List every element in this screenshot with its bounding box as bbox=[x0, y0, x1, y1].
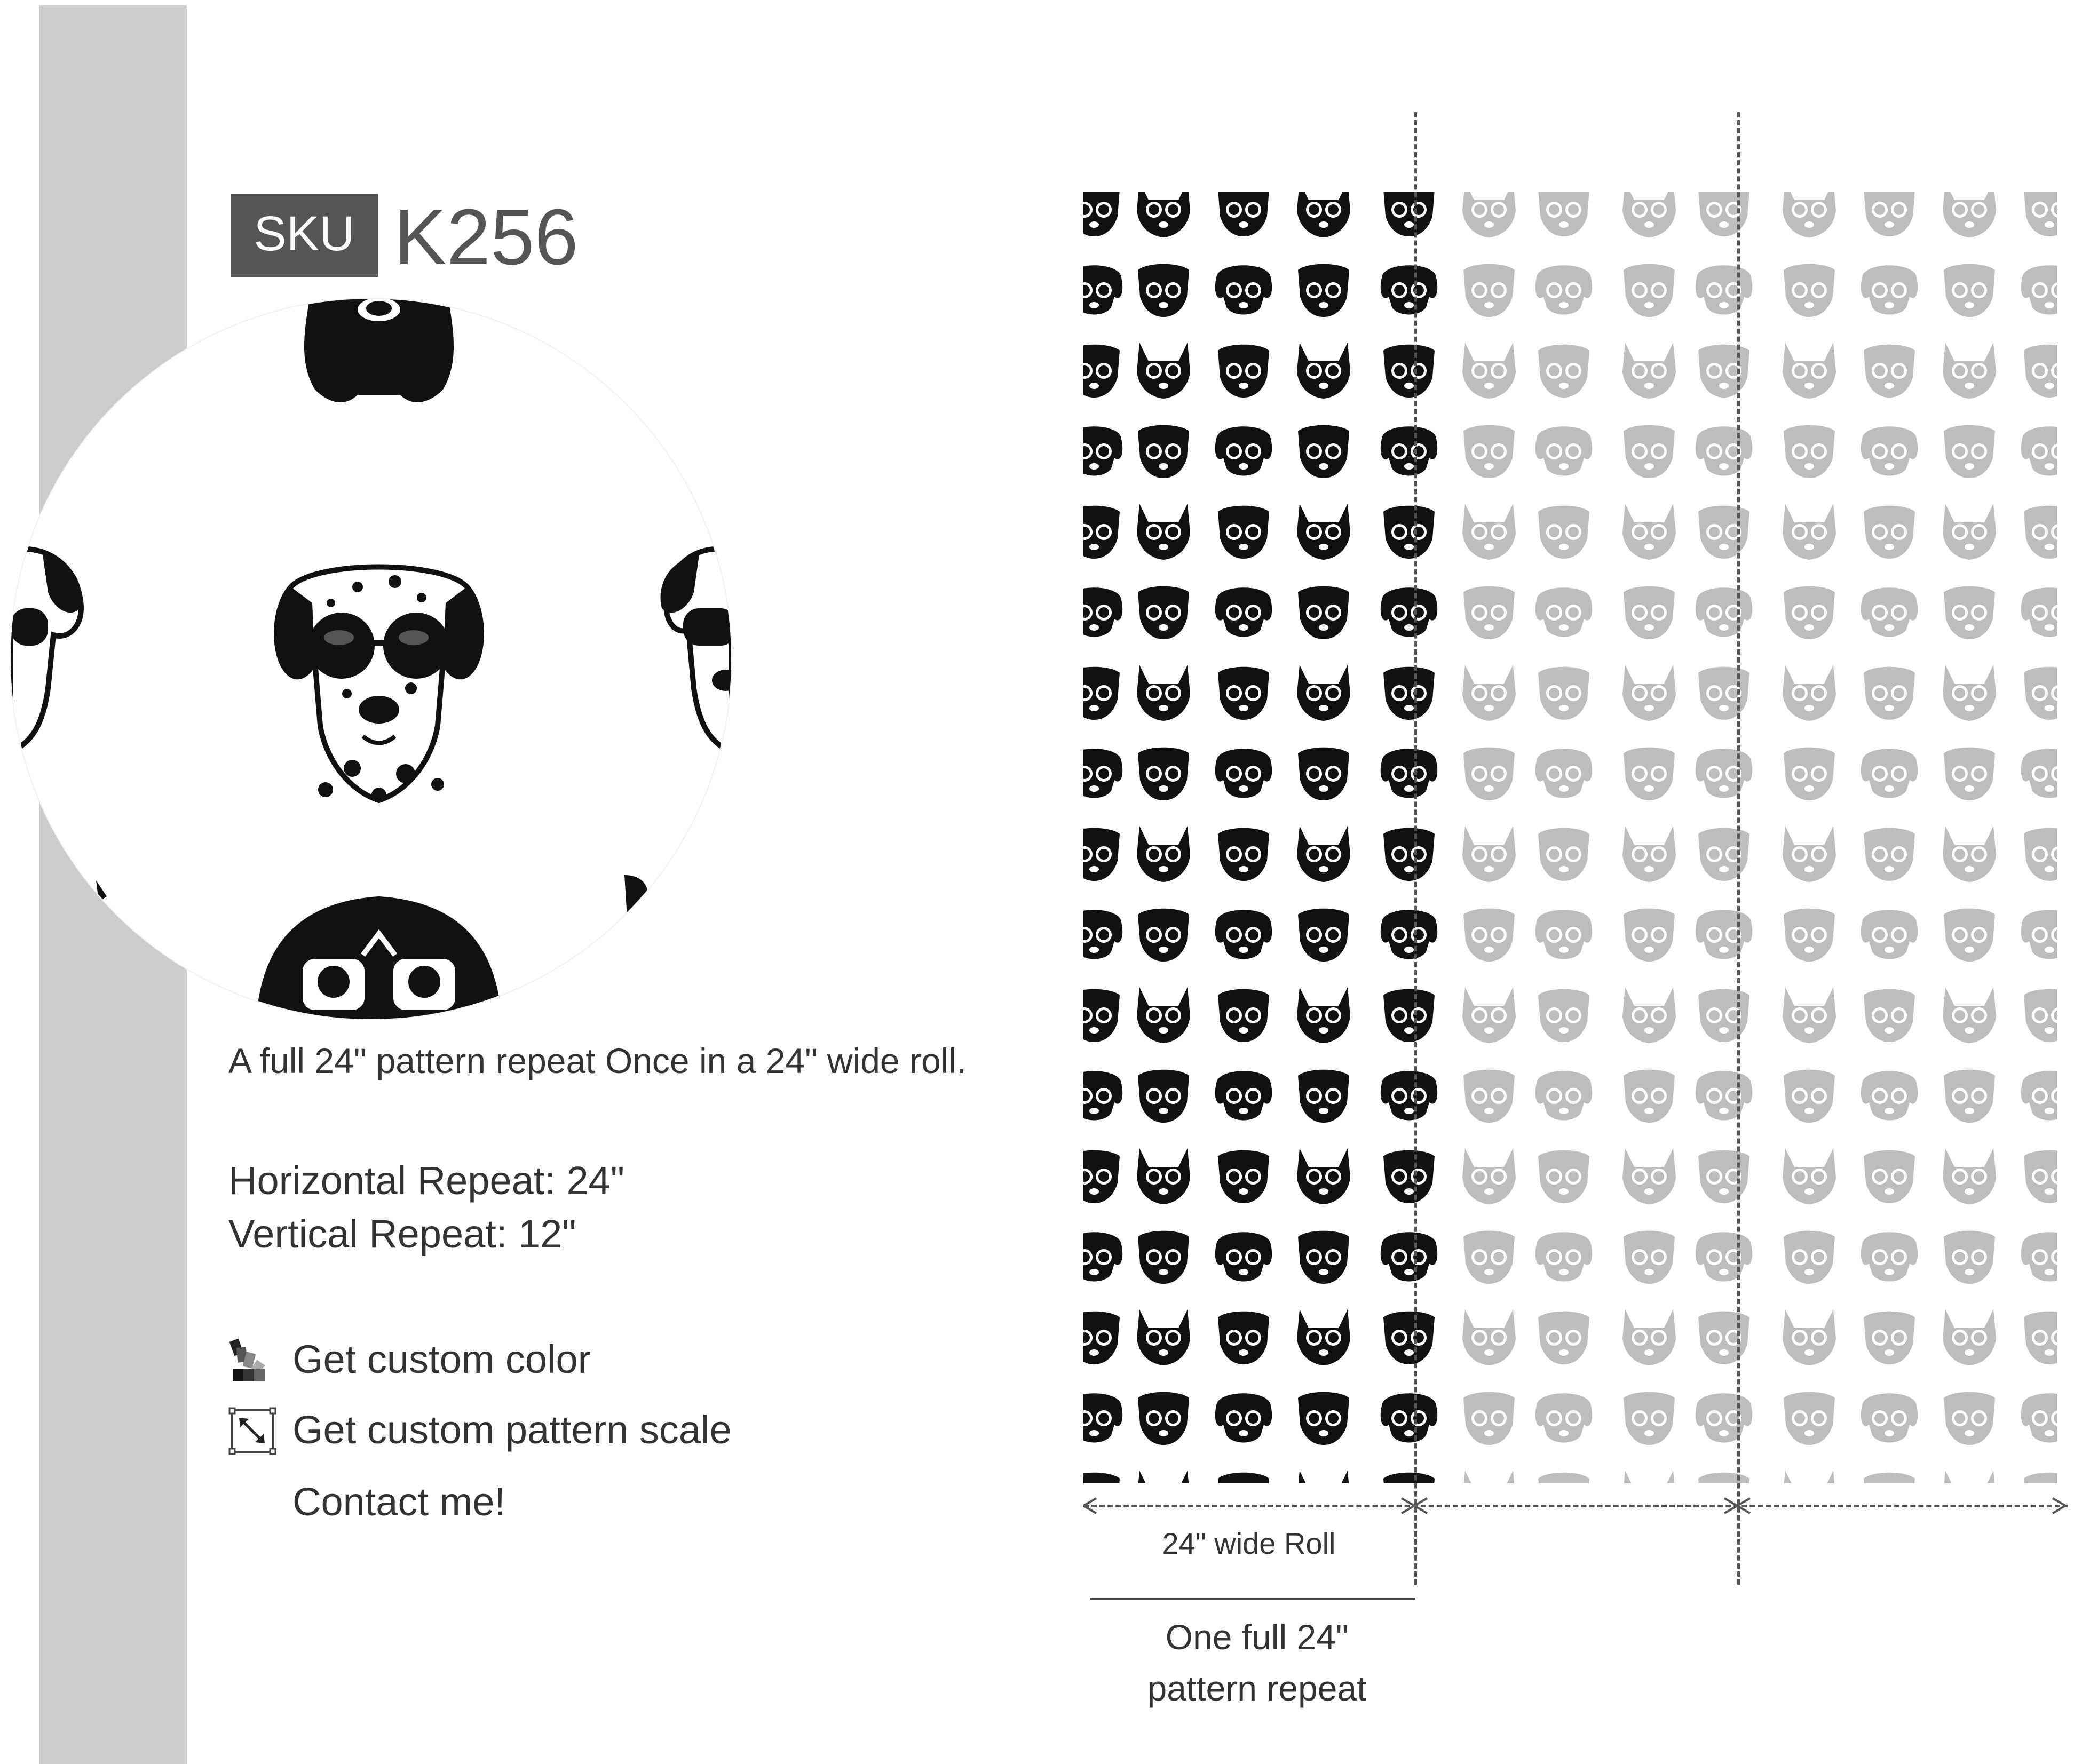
dog-face-icon bbox=[1383, 192, 1435, 236]
dog-face-icon bbox=[1622, 1471, 1676, 1483]
dog-face-icon bbox=[1215, 749, 1272, 798]
dog-face-icon bbox=[1622, 192, 1676, 237]
dog-face-icon bbox=[1297, 665, 1350, 721]
dog-face-icon bbox=[1538, 506, 1589, 559]
sku-underline bbox=[231, 273, 378, 276]
dog-face-icon bbox=[1698, 1312, 1749, 1364]
dog-face-icon bbox=[1696, 1393, 1752, 1442]
dog-face-icon bbox=[1462, 987, 1516, 1043]
dog-face-icon bbox=[1381, 749, 1437, 798]
dog-face-icon bbox=[1218, 1150, 1269, 1203]
horizontal-repeat: Horizontal Repeat: 24" bbox=[228, 1158, 625, 1203]
dog-face-icon bbox=[1297, 1309, 1350, 1365]
dog-face-icon bbox=[1783, 1471, 1836, 1483]
dog-face-icon bbox=[1624, 1392, 1675, 1445]
dog-face-icon bbox=[1864, 989, 1915, 1042]
dog-face-icon bbox=[1535, 910, 1592, 959]
dog-face-icon bbox=[1083, 667, 1120, 720]
dog-face-icon bbox=[1215, 265, 1272, 314]
dog-face-icon bbox=[1943, 665, 1996, 721]
dog-face-icon bbox=[1943, 192, 1996, 237]
dog-face-icon bbox=[1138, 1070, 1189, 1123]
dog-face-icon bbox=[1462, 826, 1516, 882]
dog-face-icon bbox=[1944, 425, 1995, 478]
dog-face-icon bbox=[1698, 1473, 1749, 1483]
dog-face-icon bbox=[1943, 1471, 1996, 1483]
dog-face-icon bbox=[1297, 343, 1350, 399]
dog-face-icon bbox=[1381, 1393, 1437, 1442]
dog-face-icon bbox=[1298, 264, 1349, 317]
dog-face-icon bbox=[1783, 343, 1836, 399]
dimension-arrows bbox=[1073, 1494, 2076, 1517]
dog-face-icon bbox=[1137, 1309, 1190, 1365]
dog-face-icon bbox=[1784, 1392, 1835, 1445]
dog-face-icon bbox=[1215, 1393, 1272, 1442]
dog-face-icon bbox=[1624, 264, 1675, 317]
dog-face-icon bbox=[1463, 264, 1515, 317]
dog-face-icon bbox=[1783, 504, 1836, 560]
dog-face-icon bbox=[1215, 910, 1272, 959]
dog-face-icon bbox=[1462, 1309, 1516, 1365]
dog-face-icon bbox=[1622, 1148, 1676, 1204]
dog-face-icon bbox=[2024, 192, 2057, 236]
dog-face-icon bbox=[1462, 1471, 1516, 1483]
dog-face-icon bbox=[1383, 667, 1435, 720]
dog-face-icon bbox=[2024, 1150, 2057, 1203]
dog-face-icon bbox=[1624, 1231, 1675, 1284]
dog-face-icon bbox=[1462, 504, 1516, 560]
repeat-note: A full 24" pattern repeat Once in a 24" wide roll. bbox=[228, 1041, 967, 1080]
dog-face-icon bbox=[1864, 345, 1915, 398]
dog-face-icon bbox=[2021, 1071, 2057, 1120]
dog-face-icon bbox=[2024, 1312, 2057, 1364]
dog-face-icon bbox=[1784, 1231, 1835, 1284]
dog-face-icon bbox=[1535, 1071, 1592, 1120]
dog-face-icon bbox=[1783, 826, 1836, 882]
dog-face-icon bbox=[1944, 1392, 1995, 1445]
dog-face-icon bbox=[2024, 1473, 2057, 1483]
dog-face-icon bbox=[1381, 1232, 1437, 1281]
dog-face-icon bbox=[1083, 265, 1122, 314]
dog-face-icon bbox=[1383, 1473, 1435, 1483]
dog-face-icon bbox=[1538, 192, 1589, 236]
dog-face-icon bbox=[1083, 426, 1122, 475]
dog-face-icon bbox=[1083, 1232, 1122, 1281]
dog-face-icon bbox=[1138, 586, 1189, 639]
sku-code: K256 bbox=[394, 193, 579, 281]
dog-face-icon bbox=[1698, 667, 1749, 720]
dog-face-icon bbox=[1861, 265, 1918, 314]
dog-face-icon bbox=[1381, 426, 1437, 475]
dog-face-icon bbox=[1138, 909, 1189, 962]
dog-face-icon bbox=[1137, 826, 1190, 882]
dog-face-icon bbox=[1297, 504, 1350, 560]
dog-face-icon bbox=[1535, 426, 1592, 475]
dog-face-icon bbox=[1861, 910, 1918, 959]
dog-face-icon bbox=[1462, 343, 1516, 399]
dog-face-icon bbox=[1463, 1070, 1515, 1123]
dog-face-icon bbox=[1138, 1392, 1189, 1445]
dog-face-icon bbox=[1943, 826, 1996, 882]
dog-face-icon bbox=[1383, 345, 1435, 398]
roll-edge-line-2 bbox=[1737, 112, 1740, 1585]
roll-width-label: 24" wide Roll bbox=[1162, 1527, 1336, 1560]
dog-face-icon bbox=[1383, 989, 1435, 1042]
dog-face-icon bbox=[1538, 828, 1589, 881]
dog-face-icon bbox=[1083, 1150, 1120, 1203]
dog-face-icon bbox=[1298, 748, 1349, 800]
dog-face-icon bbox=[1083, 989, 1120, 1042]
dog-face-icon bbox=[1783, 665, 1836, 721]
dog-face-icon bbox=[1463, 1392, 1515, 1445]
dog-face-icon bbox=[1944, 909, 1995, 962]
dog-face-icon bbox=[1138, 1231, 1189, 1284]
dog-face-icon bbox=[1218, 345, 1269, 398]
color-swatch-icon bbox=[228, 1337, 276, 1385]
dog-face-icon bbox=[1138, 425, 1189, 478]
dog-face-icon bbox=[1083, 749, 1122, 798]
dog-face-icon bbox=[2021, 1232, 2057, 1281]
dog-face-icon bbox=[1943, 1148, 1996, 1204]
dog-face-icon bbox=[1943, 987, 1996, 1043]
dog-face-icon bbox=[1215, 1232, 1272, 1281]
sku-badge: SKU bbox=[231, 194, 378, 277]
dog-face-icon bbox=[1083, 910, 1122, 959]
dog-face-icon bbox=[1298, 586, 1349, 639]
custom-scale-link[interactable]: Get custom pattern scale bbox=[292, 1408, 732, 1452]
dog-face-icon bbox=[1944, 1070, 1995, 1123]
dog-face-icon bbox=[1538, 1150, 1589, 1203]
dog-face-icon bbox=[1535, 1393, 1592, 1442]
dog-face-icon bbox=[2024, 828, 2057, 881]
dog-face-icon bbox=[1861, 1232, 1918, 1281]
dog-face-icon bbox=[1218, 989, 1269, 1042]
resize-icon bbox=[228, 1407, 276, 1455]
dog-face-icon bbox=[1215, 1071, 1272, 1120]
dog-face-icon bbox=[1622, 665, 1676, 721]
dog-face-icon bbox=[1864, 667, 1915, 720]
dog-face-icon bbox=[1083, 1312, 1120, 1364]
dog-face-icon bbox=[1944, 586, 1995, 639]
dog-face-icon bbox=[1944, 748, 1995, 800]
dog-face-icon bbox=[1218, 828, 1269, 881]
dog-face-icon bbox=[1538, 345, 1589, 398]
dog-face-icon bbox=[1624, 748, 1675, 800]
contact-link[interactable]: Contact me! bbox=[292, 1480, 505, 1524]
dog-face-icon bbox=[1538, 1312, 1589, 1364]
dog-face-icon bbox=[1784, 586, 1835, 639]
dog-face-icon bbox=[1083, 345, 1120, 398]
dog-face-icon bbox=[1298, 1070, 1349, 1123]
zoomed-dog-pattern bbox=[11, 299, 731, 1019]
dog-face-icon bbox=[1215, 426, 1272, 475]
dog-face-icon bbox=[1622, 343, 1676, 399]
repeat-label-line-1: One full 24" bbox=[1165, 1617, 1349, 1657]
dog-face-icon bbox=[1864, 828, 1915, 881]
dog-face-icon bbox=[1138, 748, 1189, 800]
dog-face-icon bbox=[1218, 1312, 1269, 1364]
dog-face-icon bbox=[1784, 1070, 1835, 1123]
dog-face-icon bbox=[1298, 425, 1349, 478]
dog-face-icon bbox=[1083, 1393, 1122, 1442]
dog-face-icon bbox=[1381, 587, 1437, 637]
pattern-repeat-diagram bbox=[1083, 192, 2057, 1483]
dog-face-icon bbox=[1463, 1231, 1515, 1284]
pattern-swatch-circle bbox=[11, 299, 731, 1019]
repeat-width-line bbox=[1090, 1598, 1415, 1600]
dog-face-icon bbox=[1383, 1312, 1435, 1364]
dog-face-icon bbox=[1944, 264, 1995, 317]
dog-face-icon bbox=[1861, 426, 1918, 475]
dog-face-icon bbox=[1696, 910, 1752, 959]
dog-face-icon bbox=[1864, 1312, 1915, 1364]
dog-face-icon bbox=[1943, 1309, 1996, 1365]
dog-face-icon bbox=[1083, 828, 1120, 881]
dog-face-icon bbox=[1538, 989, 1589, 1042]
dog-face-icon bbox=[1535, 587, 1592, 637]
dog-face-icon bbox=[1298, 909, 1349, 962]
dog-face-icon bbox=[1462, 192, 1516, 237]
dog-face-icon bbox=[1535, 1232, 1592, 1281]
dog-face-icon bbox=[1698, 192, 1749, 236]
dog-face-icon bbox=[1622, 987, 1676, 1043]
dog-face-icon bbox=[1943, 343, 1996, 399]
dog-face-icon bbox=[1083, 1473, 1120, 1483]
dog-face-icon bbox=[2024, 667, 2057, 720]
dog-face-icon bbox=[1624, 586, 1675, 639]
dog-face-icon bbox=[1297, 987, 1350, 1043]
dog-face-icon bbox=[1383, 506, 1435, 559]
dog-face-icon bbox=[1784, 909, 1835, 962]
dog-face-icon bbox=[1137, 1148, 1190, 1204]
dog-face-icon bbox=[1463, 586, 1515, 639]
dog-face-icon bbox=[1861, 1071, 1918, 1120]
repeat-label-line-2: pattern repeat bbox=[1147, 1668, 1367, 1708]
dog-face-icon bbox=[1784, 425, 1835, 478]
dog-face-icon bbox=[1696, 426, 1752, 475]
dog-face-icon bbox=[1137, 343, 1190, 399]
dog-face-icon bbox=[1137, 504, 1190, 560]
dog-face-icon bbox=[1297, 1148, 1350, 1204]
dog-face-icon bbox=[1083, 506, 1120, 559]
dog-face-icon bbox=[1138, 264, 1189, 317]
dog-face-icon bbox=[1083, 1071, 1122, 1120]
dog-face-icon bbox=[1624, 909, 1675, 962]
dog-face-icon bbox=[1861, 587, 1918, 637]
dog-face-icon bbox=[2021, 910, 2057, 959]
dog-face-icon bbox=[1215, 587, 1272, 637]
dog-face-icon bbox=[1462, 665, 1516, 721]
dog-face-icon bbox=[1083, 587, 1122, 637]
dog-face-icon bbox=[1218, 667, 1269, 720]
dog-face-icon bbox=[2024, 506, 2057, 559]
dog-face-icon bbox=[1137, 1471, 1190, 1483]
dog-face-icon bbox=[1622, 826, 1676, 882]
dog-face-icon bbox=[1696, 587, 1752, 637]
dog-face-icon bbox=[1783, 1148, 1836, 1204]
dog-face-icon bbox=[1698, 506, 1749, 559]
dog-face-icon bbox=[1383, 1150, 1435, 1203]
dog-face-icon bbox=[1083, 192, 1120, 236]
repeat-label bbox=[1083, 1611, 1430, 1714]
dog-face-icon bbox=[1864, 192, 1915, 236]
custom-color-link[interactable]: Get custom color bbox=[292, 1337, 591, 1381]
roll-edge-line-1 bbox=[1414, 112, 1417, 1585]
dog-face-icon bbox=[1298, 1392, 1349, 1445]
dog-face-icon bbox=[1698, 828, 1749, 881]
dog-face-icon bbox=[2024, 345, 2057, 398]
dog-face-icon bbox=[1783, 192, 1836, 237]
dog-face-icon bbox=[2024, 989, 2057, 1042]
dog-face-icon bbox=[1624, 1070, 1675, 1123]
dog-face-icon bbox=[1462, 1148, 1516, 1204]
dog-face-icon bbox=[1696, 749, 1752, 798]
dog-face-icon bbox=[1696, 265, 1752, 314]
dog-face-icon bbox=[1698, 345, 1749, 398]
dog-face-icon bbox=[1535, 265, 1592, 314]
dog-face-icon bbox=[1622, 1309, 1676, 1365]
dog-face-icon bbox=[1463, 748, 1515, 800]
dog-face-icon bbox=[2021, 426, 2057, 475]
dog-face-icon bbox=[1864, 1473, 1915, 1483]
dog-face-icon bbox=[1218, 192, 1269, 236]
dog-face-icon bbox=[1297, 1471, 1350, 1483]
dog-face-icon bbox=[1861, 1393, 1918, 1442]
dog-face-icon bbox=[1944, 1231, 1995, 1284]
dog-face-icon bbox=[1538, 667, 1589, 720]
dog-face-icon bbox=[2021, 265, 2057, 314]
dog-face-icon bbox=[1298, 1231, 1349, 1284]
dog-face-icon bbox=[1622, 504, 1676, 560]
dog-face-icon bbox=[1696, 1232, 1752, 1281]
dog-face-icon bbox=[2021, 749, 2057, 798]
dog-face-icon bbox=[1381, 265, 1437, 314]
dog-face-icon bbox=[1783, 1309, 1836, 1365]
dog-face-icon bbox=[1383, 828, 1435, 881]
dog-face-icon bbox=[1624, 425, 1675, 478]
dog-face-icon bbox=[1861, 749, 1918, 798]
dog-face-icon bbox=[2021, 587, 2057, 637]
dog-face-icon bbox=[1463, 909, 1515, 962]
dog-face-icon bbox=[1137, 987, 1190, 1043]
dog-face-icon bbox=[1297, 192, 1350, 237]
dog-face-icon bbox=[1698, 1150, 1749, 1203]
dog-face-icon bbox=[1943, 504, 1996, 560]
dog-face-icon bbox=[1698, 989, 1749, 1042]
dog-face-icon bbox=[1864, 1150, 1915, 1203]
dog-face-icon bbox=[1463, 425, 1515, 478]
dog-face-icon bbox=[1137, 192, 1190, 237]
dog-face-icon bbox=[2021, 1393, 2057, 1442]
dog-face-icon bbox=[1218, 506, 1269, 559]
dog-face-icon bbox=[1381, 910, 1437, 959]
dog-face-icon bbox=[1218, 1473, 1269, 1483]
dog-face-icon bbox=[1381, 1071, 1437, 1120]
dog-face-icon bbox=[1535, 749, 1592, 798]
vertical-repeat: Vertical Repeat: 12" bbox=[228, 1212, 576, 1256]
dog-face-icon bbox=[1297, 826, 1350, 882]
dog-pattern-grid bbox=[1083, 192, 2057, 1483]
dog-face-icon bbox=[1137, 665, 1190, 721]
dog-face-icon bbox=[1696, 1071, 1752, 1120]
dog-face-icon bbox=[1538, 1473, 1589, 1483]
dog-face-icon bbox=[1783, 987, 1836, 1043]
dog-face-icon bbox=[1784, 748, 1835, 800]
dog-face-icon bbox=[1784, 264, 1835, 317]
dog-face-icon bbox=[1864, 506, 1915, 559]
